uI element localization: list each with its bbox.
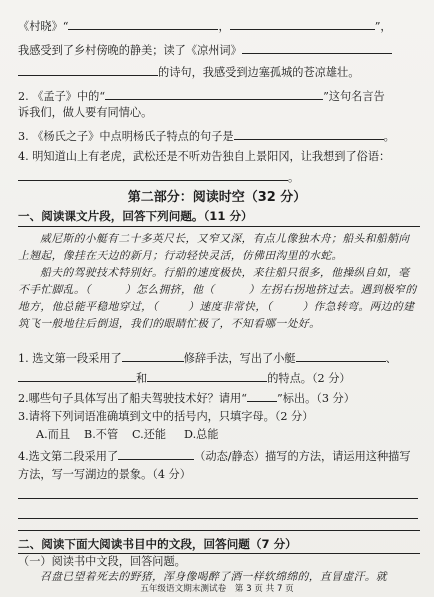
q1-text-c: ”， [374, 20, 392, 33]
reading-q3-text: 3.请将下列词语准确填到文中的括号内，只填字母。（2 分） [18, 410, 314, 423]
q2-text-b: ”这句名言告 [323, 90, 385, 103]
passage-text: ）怎么拥挤，他（ [124, 283, 215, 296]
answer-blank[interactable] [18, 64, 158, 76]
q2-line-1 [18, 88, 420, 104]
answer-blank[interactable] [122, 350, 184, 362]
reading-q4-text: （动态/静态）描写的方法，请运用这种描写 [194, 450, 411, 463]
section-two-heading: 二、阅读下面大阅读书目中的文段，回答问题（7 分） [18, 537, 297, 551]
answer-blank[interactable] [296, 350, 386, 362]
subsection-one-heading: （一）阅读书中文段，回答问题。 [18, 555, 186, 568]
reading-q3-line [18, 410, 420, 424]
section-divider [18, 553, 420, 554]
reading-q2-text: ”标出。（3 分） [276, 392, 355, 405]
q3-text-a: 3. 《杨氏之子》中点明杨氏子特点的句子是 [18, 130, 234, 143]
answer-blank[interactable] [242, 42, 392, 54]
reading-q4-line-1 [18, 448, 420, 464]
passage-text: ）左拐右拐地挤过去。遇到极窄的地方，他总能平稳地穿过，（ [18, 283, 417, 313]
answer-writing-line[interactable] [18, 498, 418, 499]
q1-text-e: 的诗句，我感受到边塞孤城的苍凉雄壮。 [158, 66, 360, 79]
option-b: B.不管 [84, 428, 119, 441]
passage-text: ）作急转弯。两边的建筑飞一般地往后倒退，我们的眼睛忙极了，不知看哪一处好。 [18, 300, 415, 330]
page-footer: 五年级语文期末测试卷 第 3 页 共 7 页 [140, 584, 294, 594]
section-divider [18, 226, 420, 227]
answer-blank[interactable] [105, 88, 323, 100]
reading-q1-line-2 [18, 370, 420, 386]
answer-blank[interactable] [68, 18, 218, 30]
passage2-paragraph-1: 召盘已望着死去的野猪，浑身像喝醉了酒一样软绵绵的，直冒虚汗。就 [40, 570, 388, 582]
reading-q1-text: 、 [385, 352, 397, 365]
reading-q4-line-2 [18, 468, 420, 482]
answer-blank[interactable] [234, 128, 384, 140]
answer-writing-line[interactable] [18, 518, 418, 519]
option-c: C.还能 [132, 428, 167, 441]
part-two-title: 第二部分：阅读时空（32 分） [127, 190, 307, 205]
q2-line-2 [18, 106, 420, 120]
answer-blank[interactable] [118, 448, 194, 460]
reading-q2-text: 2.哪些句子具体写出了船夫驾驶技术好？请用“ [18, 392, 247, 405]
q4-text-a: 4. 明知道山上有老虎，武松还是不听劝告独自上景阳冈，让我想到了俗语： [18, 150, 391, 163]
q2-text-c: 诉我们，做人要有同情心。 [18, 106, 153, 119]
q4-line-2 [18, 169, 420, 185]
reading-q1-text: 1. 选文第一段采用了 [18, 352, 122, 365]
reading-q4-text: 方法，写一写湖边的景象。（4 分） [18, 468, 191, 481]
answer-blank[interactable] [230, 18, 375, 30]
reading-q2-line [18, 390, 420, 406]
reading-q4-text: 4.选文第二段采用了 [18, 450, 119, 463]
q4-line-1 [18, 150, 420, 164]
option-a: A.而且 [36, 428, 71, 441]
section-divider [18, 530, 420, 531]
q3-line [18, 128, 420, 144]
q1-line-2 [18, 42, 420, 58]
reading-passage-2 [18, 568, 420, 582]
reading-q1-text: 修辞手法，写出了小艇 [183, 352, 296, 365]
q2-text-a: 2. 《孟子》中的“ [18, 90, 106, 103]
option-d: D.总能 [184, 428, 219, 441]
passage-paragraph-2 [18, 264, 420, 332]
passage-text: ）速度非常快，（ [188, 300, 273, 313]
q1-text-b: ， [218, 20, 230, 33]
answer-blank[interactable] [147, 370, 267, 382]
reading-q1-text: 的特点。（2 分） [267, 372, 351, 385]
q1-text-a: 《村晓》“ [18, 20, 69, 33]
passage-text: 船夫的驾驶技术特别好。行船的速度极快，来往船只很多，他操纵自如，毫不手忙脚乱。（ [18, 266, 410, 296]
answer-blank[interactable] [18, 370, 136, 382]
q1-text-d: 我感受到了乡村傍晚的静美；读了《凉州词》 [18, 44, 242, 57]
wavy-line-sample [247, 390, 277, 402]
passage-paragraph-1: 威尼斯的小艇有二十多英尺长，又窄又深，有点儿像独木舟；船头和船艄向上翘起，像挂在天边的新月；行动轻快灵活，仿佛田沟里的水蛇。 [18, 232, 410, 262]
q1-line-1 [18, 18, 420, 34]
q4-text-b: 。 [288, 171, 300, 184]
q1-line-3 [18, 64, 420, 80]
reading-q3-options [36, 428, 420, 442]
reading-q1-text: 和 [136, 372, 148, 385]
reading-passage [18, 230, 420, 350]
reading-q1-line-1 [18, 350, 420, 366]
answer-blank[interactable] [18, 169, 288, 181]
q3-text-b: 。 [383, 130, 395, 143]
section-one-heading: 一、阅读课文片段，回答下列问题。（11 分） [18, 209, 253, 223]
